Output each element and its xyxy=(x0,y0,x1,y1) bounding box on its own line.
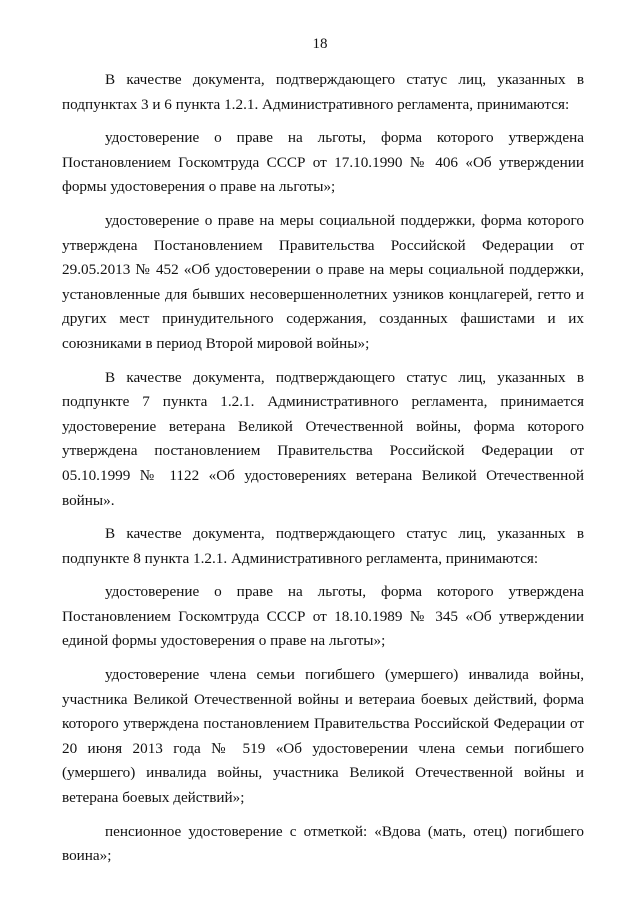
paragraph: В качестве документа, подтверждающего статус лиц, указанных в подпункте 7 пункта 1.2.1. Административного регламента, принимается удостоверение ветерана Великой Отечественной войны, форма которого утверждена постановлением Правительства Российской Федерации от 05.10.1999 № 1122 «Об удостоверениях ветерана Великой Отечественной войны». xyxy=(62,368,584,509)
document-body xyxy=(62,68,584,878)
paragraph: В качестве документа, подтверждающего статус лиц, указанных в подпунктах 3 и 6 пункта 1.2.1. Административного регламента, принимаются: xyxy=(62,71,584,113)
paragraph: удостоверение о праве на меры социальной поддержки, форма которого утверждена Постановлением Правительства Российской Федерации от 29.05.2013 № 452 «Об удостоверении о праве на меры социальной поддержки, установленные для бывших несовершеннолетних узников концлагерей, гетто и других мест принудительного содержания, созданных фашистами и их союзниками в период Второй мировой войны»; xyxy=(62,211,584,352)
paragraph: В качестве документа, подтверждающего статус лиц, указанных в подпункте 8 пункта 1.2.1. Административного регламента, принимаются: xyxy=(62,525,584,567)
paragraph: удостоверение члена семьи погибшего (умершего) инвалида войны, участника Великой Отечественной войны и ветераиа боевых действий, форма которого утверждена постановлением Правительства Российской Федерации от 20 июня 2013 года № 519 «Об удостоверении члена семьи погибшего (умершего) инвалида войны, участника Великой Отечественной войны и ветерана боевых действий»; xyxy=(62,666,584,807)
paragraph: удостоверение о праве на льготы, форма которого утверждена Постановлением Госкомтруда СССР от 18.10.1989 № 345 «Об утверждении единой формы удостоверения о праве на льготы»; xyxy=(62,583,584,650)
paragraph: удостоверение о праве на льготы, форма которого утверждена Постановлением Госкомтруда СССР от 17.10.1990 № 406 «Об утверждении формы удостоверения о праве на льготы»; xyxy=(62,129,584,196)
page-number: 18 xyxy=(312,36,328,52)
paragraph: пенсионное удостоверение с отметкой: «Вдова (мать, отец) погибшего воина»; xyxy=(62,822,584,865)
